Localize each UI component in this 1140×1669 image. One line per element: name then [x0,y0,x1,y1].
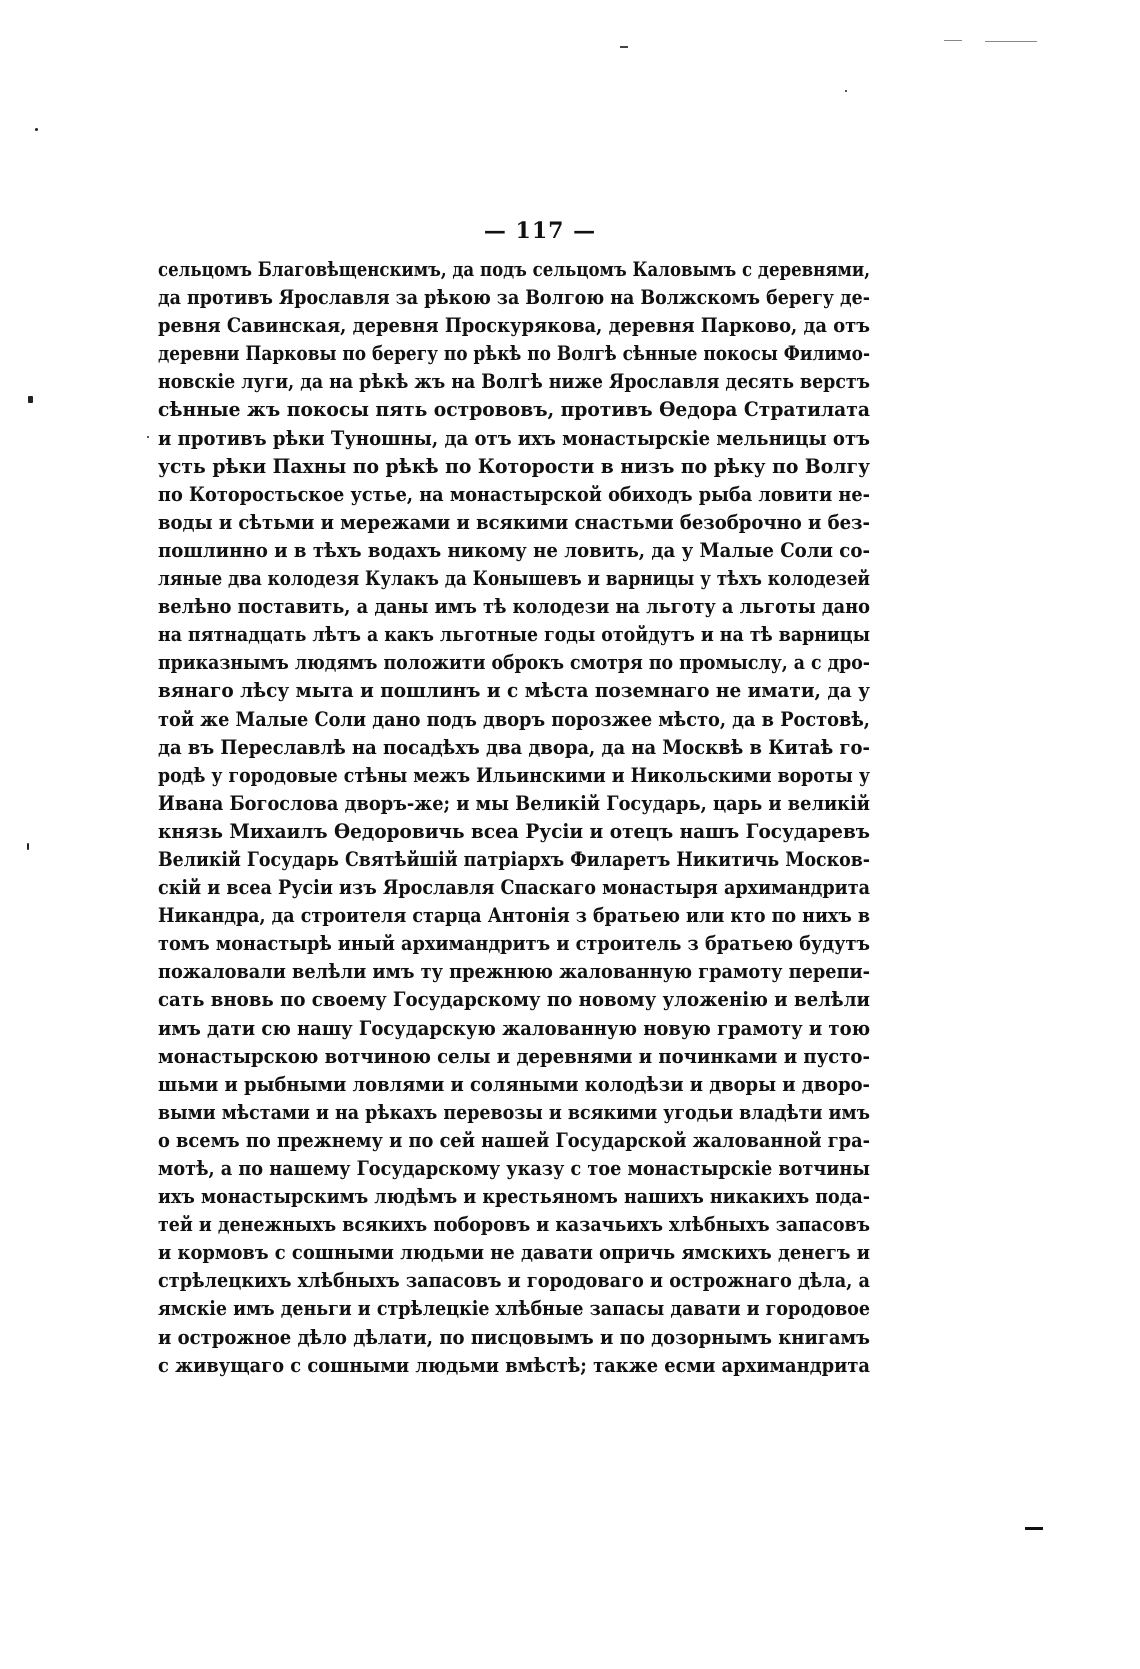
text-line: деревни Парковы по берегу по рѣкѣ по Волгѣ сѣнные покосы Филимо- [158,342,870,366]
text-line: и кормовъ с сошными людьми не давати опричь ямскихъ денегъ и [158,1241,870,1265]
text-line: родѣ у городовые стѣны межъ Ильинскими и Никольскими вороты у [158,763,870,787]
text-line: князь Михаилъ Ѳедоровичь всеа Русіи и отецъ нашъ Государевъ [158,819,870,843]
text-line: усть рѣки Пахны по рѣкѣ по Которости в низъ по рѣку по Волгу [158,454,870,478]
scan-speck [147,436,149,438]
text-line: той же Малые Соли дано подъ дворъ порозжее мѣсто, да в Ростовѣ, [158,707,870,731]
page-number: — 117 — [483,218,597,244]
scan-speck [27,843,29,850]
text-line: ямскіе имъ деньги и стрѣлецкіе хлѣбные запасы давати и городовое [158,1297,870,1321]
scan-mark [620,46,628,48]
text-line: имъ дати сю нашу Государскую жалованную новую грамоту и тою [158,1016,870,1040]
text-line: тей и денежныхъ всякихъ поборовъ и казачьихъ хлѣбныхъ запасовъ [158,1213,870,1237]
text-line: пошлинно и в тѣхъ водахъ никому не ловить, да у Малые Соли со- [158,538,870,562]
text-line: и острожное дѣло дѣлати, по писцовымъ и по дозорнымъ книгамъ [158,1325,870,1349]
text-line: выми мѣстами и на рѣкахъ перевозы и всякими угодьи владѣти имъ [158,1100,870,1124]
text-line: вянаго лѣсу мыта и пошлинъ и с мѣста поземнаго не имати, да у [158,679,870,703]
text-line: сать вновь по своему Государскому по новому уложенію и велѣли [158,988,870,1012]
text-line: скій и всеа Русіи изъ Ярославля Спаскаго монастыря архимандрита [158,876,870,900]
scan-speck [28,396,33,403]
text-line: да въ Переславлѣ на посадѣхъ два двора, да на Москвѣ в Китаѣ го- [158,735,870,759]
text-line: сѣнные жъ покосы пять острововъ, противъ Ѳедора Стратилата [158,398,870,422]
text-line: да противъ Ярославля за рѣкою за Волгою на Волжскомъ берегу де- [158,286,870,310]
text-line: приказнымъ людямъ положити оброкъ смотря по промыслу, а с дро- [158,651,870,675]
text-line: томъ монастырѣ иный архимандритъ и строитель з братьею будутъ [158,932,870,956]
body-text [158,256,870,1380]
text-line: по Которостьское устье, на монастырской обиходъ рыба ловити не- [158,482,870,506]
scan-mark [1025,1527,1043,1530]
text-line: с живущаго с сошными людьми вмѣстѣ; также есми архимандрита [158,1353,870,1377]
scan-mark [944,40,962,41]
text-line: велѣно поставить, а даны имъ тѣ колодези на льготу а льготы дано [158,595,870,619]
text-line: мотѣ, а по нашему Государскому указу с тое монастырскіе вотчины [158,1157,870,1180]
text-line: на пятнадцать лѣтъ а какъ льготные годы отойдутъ и на тѣ варницы [158,623,870,647]
text-line: Ивана Богослова дворъ-же; и мы Великій Государь, царь и великій [158,791,870,815]
scan-speck [845,90,847,92]
text-line: стрѣлецкихъ хлѣбныхъ запасовъ и городоваго и острожнаго дѣла, а [158,1269,870,1293]
text-line: ревня Савинская, деревня Проскурякова, деревня Парково, да отъ [158,314,870,338]
text-line: монастырскою вотчиною селы и деревнями и починками и пусто- [158,1044,870,1068]
text-line: и противъ рѣки Туношны, да отъ ихъ монастырскіе мельницы отъ [158,426,870,450]
text-line: Великій Государь Святѣйшій патріархъ Филаретъ Никитичь Москов- [158,847,870,871]
text-line: ляные два колодезя Кулакъ да Конышевъ и варницы у тѣхъ колодезей [158,567,870,591]
text-line: ихъ монастырскимъ людѣмъ и крестьяномъ нашихъ никакихъ пода- [158,1185,870,1209]
scan-mark [985,41,1037,42]
text-line: новскіе луги, да на рѣкѣ жъ на Волгѣ ниже Ярославля десять верстъ [158,370,870,394]
text-line: пожаловали велѣли имъ ту прежнюю жалованную грамоту перепи- [158,960,870,984]
text-line: о всемъ по прежнему и по сей нашей Государской жалованной гра- [158,1128,870,1152]
scan-speck [35,128,38,131]
text-line: воды и сѣтьми и мережами и всякими снастьми безоброчно и без- [158,510,870,534]
text-line: шьми и рыбными ловлями и соляными колодѣзи и дворы и дворо- [158,1072,870,1096]
text-line: Никандра, да строителя старца Антонія з братьею или кто по нихъ в [158,904,870,928]
text-line: сельцомъ Благовѣщенскимъ, да подъ сельцомъ Каловымъ с деревнями, [158,258,870,281]
